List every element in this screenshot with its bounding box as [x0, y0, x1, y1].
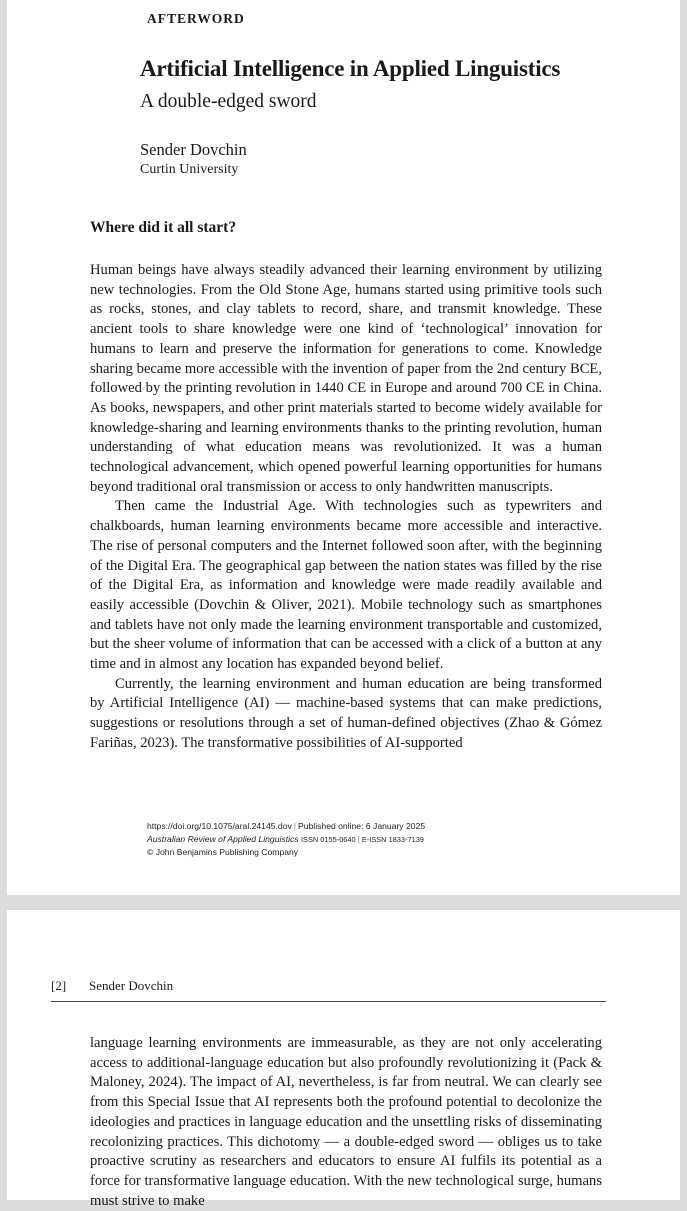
page-number: [2] [51, 978, 67, 993]
doi-link[interactable]: https://doi.org/10.1075/aral.24145.dov [147, 821, 292, 831]
journal-name: Australian Review of Applied Linguistics [147, 834, 299, 844]
publication-footer [147, 820, 425, 859]
running-head [51, 978, 606, 1002]
body-text [90, 1034, 602, 1211]
published-date: Published online: 6 January 2025 [298, 821, 426, 831]
article-title: Artificial Intelligence in Applied Linguistics [140, 56, 561, 81]
copyright: © John Benjamins Publishing Company [147, 847, 299, 857]
section-heading: Where did it all start? [90, 219, 237, 236]
article-type-label: AFTERWORD [147, 11, 245, 26]
article-subtitle: A double-edged sword [140, 91, 317, 112]
page-2 [7, 910, 680, 1209]
footer-line-journal: Australian Review of Applied Linguistics ISSN 0155-0640 | E-ISSN 1833-7139 [147, 834, 424, 844]
page-1 [7, 0, 680, 895]
paragraph: Currently, the learning environment and human education are being transformed by Artificial Intelligence (AI) — machine-based systems that can make predictions, suggestions or resolutions through a set of human-defined objectives (Zhao & Gómez Fariñas, 2023). The transformative possibilities of AI-supported [90, 675, 602, 751]
paragraph: language learning environments are immeasurable, as they are not only accelerating access to additional-language education but also profoundly revolutionizing it (Pack & Maloney, 2024). The impact of AI, nevertheless, is far from neutral. We can clearly see from this Special Issue that AI represents both the profound potential to decolonize the ideologies and practices in language education and the unsettling risks of disseminating recolonizing practices. This dichotomy — a double-edged sword — obliges us to take proactive scrutiny as researchers and educators to ensure AI fulfils its potential as a force for transformative language education. With the new technological surge, humans must strive to make [90, 1035, 602, 1209]
paragraph: Human beings have always steadily advanced their learning environment by utilizing new technologies. From the Old Stone Age, humans started using primitive tools such as rocks, stones, and clay tablets to record, share, and transmit knowledge. These ancient tools to share knowledge were one kind of ‘technological’ innovation for humans to learn and preserve the information for generations to come. Knowledge sharing became more accessible with the invention of paper from the 2nd century BCE, followed by the printing revolution in 1440 CE in Europe and around 700 CE in China. As books, newspapers, and other print materials started to become widely available for knowledge-sharing and learning environments thanks to the printing revolution, human understanding of what education means was revolutionized. It was a human technological advancement, which opened powerful learning opportunities for humans beyond traditional oral transmission or access to only handwritten manuscripts. [90, 262, 602, 495]
author-affiliation: Curtin University [140, 162, 239, 177]
running-author: Sender Dovchin [89, 978, 174, 993]
footer-line-doi: https://doi.org/10.1075/aral.24145.dov | Published online: 6 January 2025 [147, 821, 426, 831]
body-text [90, 261, 602, 754]
paragraph: Then came the Industrial Age. With technologies such as typewriters and chalkboards, human learning environments became more accessible and interactive. The rise of personal computers and the Internet followed soon after, with the beginning of the Digital Era. The geographical gap between the nation states was filled by the rise of the Digital Era, as information and knowledge were made readily available and easily accessible (Dovchin & Oliver, 2021). Mobile technology such as smartphones and tablets have not only made the learning environment transportable and customized, but the sheer volume of information that can be accessed with a click of a button at any time and in almost any location has expanded beyond belief. [90, 498, 602, 673]
eissn: E-ISSN 1833-7139 [361, 835, 424, 844]
author-name: Sender Dovchin [140, 140, 247, 159]
issn: ISSN 0155-0640 [300, 835, 356, 844]
